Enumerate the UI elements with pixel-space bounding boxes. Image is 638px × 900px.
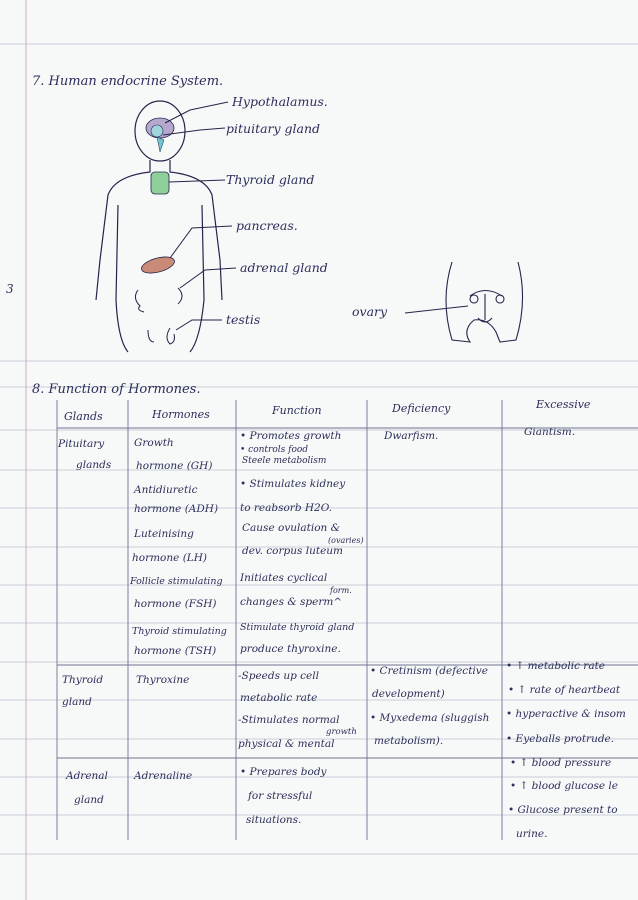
excessive-adrenal-2: • ↑ blood glucose le (510, 780, 619, 792)
hormone-adrenaline: Adrenaline (134, 770, 193, 782)
excessive-thyroid-1: • ↑ metabolic rate (506, 660, 606, 672)
header-function: Function (272, 404, 322, 417)
function-thyroid-4: physical & mental (238, 738, 335, 750)
gland-thyroid-2: gland (62, 696, 92, 708)
function-gh-3: Steele metabolism (242, 456, 327, 466)
function-thyroid-1: -Speeds up cell (238, 670, 319, 682)
gland-pituitary-2: glands (76, 459, 112, 471)
function-thyroid-3b: growth (326, 727, 357, 737)
hormone-lh-2: hormone (LH) (132, 552, 208, 564)
deficiency-thyroid-3: • Myxedema (sluggish (370, 712, 490, 724)
function-gh-1: • Promotes growth (240, 430, 342, 442)
function-adrenal-2: for stressful (248, 790, 313, 802)
function-adrenal-1: • Prepares body (240, 766, 327, 778)
deficiency-gh: Dwarfism. (384, 430, 439, 442)
function-thyroid-2: metabolic rate (240, 692, 318, 704)
hormone-adh-1: Antidiuretic (134, 484, 198, 496)
header-hormones: Hormones (152, 408, 210, 421)
function-tsh-1: Stimulate thyroid gland (240, 622, 355, 633)
hormone-thyroxine: Thyroxine (136, 674, 190, 686)
hormone-fsh-1: Follicle stimulating (130, 576, 223, 587)
label-hypothalamus: Hypothalamus. (232, 94, 328, 109)
header-excessive: Excessive (536, 398, 591, 411)
header-glands: Glands (64, 410, 103, 423)
deficiency-thyroid-1: • Cretinism (defective (370, 665, 488, 677)
gland-adrenal-2: gland (74, 794, 104, 806)
label-pancreas: pancreas. (236, 218, 298, 233)
label-testis: testis (226, 312, 261, 327)
hormone-lh-1: Luteinising (134, 528, 194, 540)
header-deficiency: Deficiency (392, 402, 451, 415)
hormone-tsh-1: Thyroid stimulating (132, 626, 227, 637)
function-gh-2: • controls food (240, 445, 309, 455)
function-fsh-1b: form. (330, 586, 352, 595)
hormone-fsh-2: hormone (FSH) (134, 598, 217, 610)
excessive-gh: Giantism. (524, 426, 576, 438)
function-fsh-1: Initiates cyclical (240, 572, 328, 584)
label-thyroid-gland: Thyroid gland (226, 172, 315, 187)
hormone-gh-2: hormone (GH) (136, 460, 213, 472)
function-adh-1: • Stimulates kidney (240, 478, 346, 490)
excessive-thyroid-2: • ↑ rate of heartbeat (508, 684, 621, 696)
function-adrenal-3: situations. (246, 814, 302, 826)
label-ovary: ovary (352, 304, 388, 319)
excessive-adrenal-1: • ↑ blood pressure (510, 757, 612, 769)
function-lh-1b: (ovaries) (328, 536, 364, 545)
hormone-tsh-2: hormone (TSH) (134, 645, 217, 657)
gland-adrenal-1: Adrenal (66, 770, 108, 782)
excessive-adrenal-3: • Glucose present to (508, 804, 618, 816)
label-adrenal-gland: adrenal gland (240, 260, 328, 275)
function-lh-2: dev. corpus luteum (242, 545, 344, 557)
hormone-adh-2: hormone (ADH) (134, 503, 219, 515)
function-fsh-2: changes & sperm^ (240, 596, 343, 608)
label-pituitary-gland: pituitary gland (226, 121, 321, 136)
hormone-gh-1: Growth (134, 437, 174, 449)
section8-title: 8. Function of Hormones. (32, 382, 201, 397)
function-tsh-2: produce thyroxine. (240, 643, 341, 655)
function-thyroid-3: -Stimulates normal (238, 714, 340, 726)
deficiency-thyroid-4: metabolism). (374, 735, 444, 747)
excessive-thyroid-4: • Eyeballs protrude. (506, 733, 615, 745)
excessive-adrenal-4: urine. (516, 828, 548, 840)
gland-pituitary-1: Pituitary (58, 438, 105, 450)
function-lh-1: Cause ovulation & (242, 522, 340, 534)
excessive-thyroid-3: • hyperactive & insom (506, 708, 626, 720)
deficiency-thyroid-2: development) (372, 688, 445, 700)
function-adh-2: to reabsorb H2O. (240, 502, 333, 514)
section7-title: 7. Human endocrine System. (32, 74, 224, 89)
margin-number: 3 (6, 282, 14, 296)
gland-thyroid-1: Thyroid (62, 674, 104, 686)
